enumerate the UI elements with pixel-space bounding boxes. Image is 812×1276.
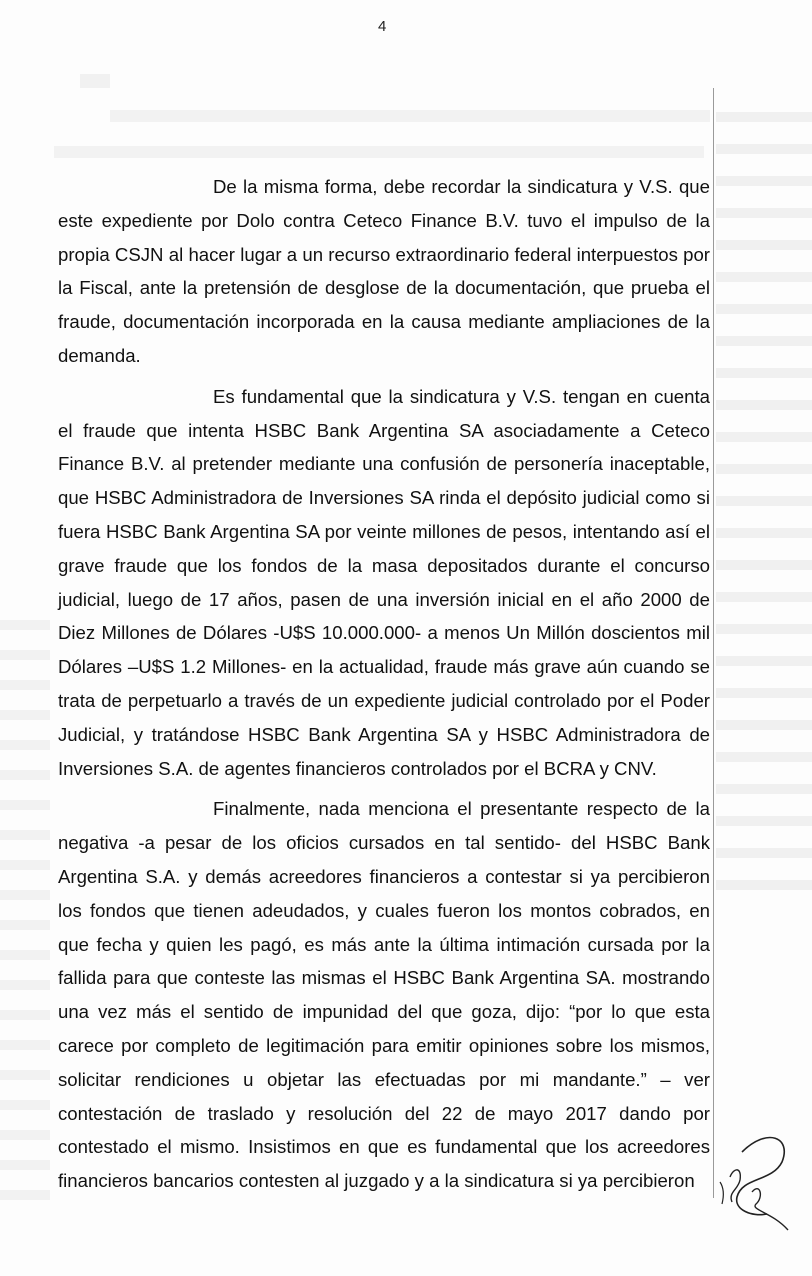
paragraph-3: Finalmente, nada menciona el presentante respecto de la negativa -a pesar de los oficios cursados en tal sentido- del HSBC Bank Argentina S.A. y demás acreedores financieros a contestar si ya percibieron los fondos que tienen adeudados, y cuales fueron los montos cobrados, en que fecha y quien les pagó, es más ante la última intimación cursada por la fallida para que conteste las mismas el HSBC Bank Argentina SA. mostrando una vez más el sentido de impunidad del que goza, dijo: “por lo que esta carece por completo de legitimación para emitir opiniones sobre los mismos, solicitar rendiciones u objetar las efectuadas por mi mandante.” – ver contestación de traslado y resolución del 22 de mayo 2017 dando por contestado el mismo. Insistimos en que es fundamental que los acreedores financieros bancarios contesten al juzgado y a la sindicatura si ya percibieron xyxy=(58,798,710,1192)
margin-line xyxy=(713,88,714,1198)
body-text xyxy=(58,170,710,1198)
page-number: 4 xyxy=(378,18,387,35)
handwritten-signature xyxy=(712,1122,802,1232)
paragraph-2: Es fundamental que la sindicatura y V.S. tengan en cuenta el fraude que intenta HSBC Bank Argentina SA asociadamente a Ceteco Finance B.V. al pretender mediante una confusión de personería inaceptable, que HSBC Administradora de Inversiones SA rinda el depósito judicial como si fuera HSBC Bank Argentina SA por veinte millones de pesos, intentando así el grave fraude que los fondos de la masa depositados durante el concurso judicial, luego de 17 años, pasen de una inversión inicial en el año 2000 de Diez Millones de Dólares -U$S 10.000.000- a menos Un Millón doscientos mil Dólares –U$S 1.2 Millones- en la actualidad, fraude más grave aún cuando se trata de perpetuarlo a través de un expediente judicial controlado por el Poder Judicial, y tratándose HSBC Bank Argentina SA y HSBC Administradora de Inversiones S.A. de agentes financieros controlados por el BCRA y CNV. xyxy=(58,385,710,779)
paragraph-1: De la misma forma, debe recordar la sindicatura y V.S. que este expediente por Dolo contra Ceteco Finance B.V. tuvo el impulso de la propia CSJN al hacer lugar a un recurso extraordinario federal interpuestos por la Fiscal, ante la pretensión de desglose de la documentación, que prueba el fraude, documentación incorporada en la causa mediante ampliaciones de la demanda. xyxy=(58,176,710,366)
